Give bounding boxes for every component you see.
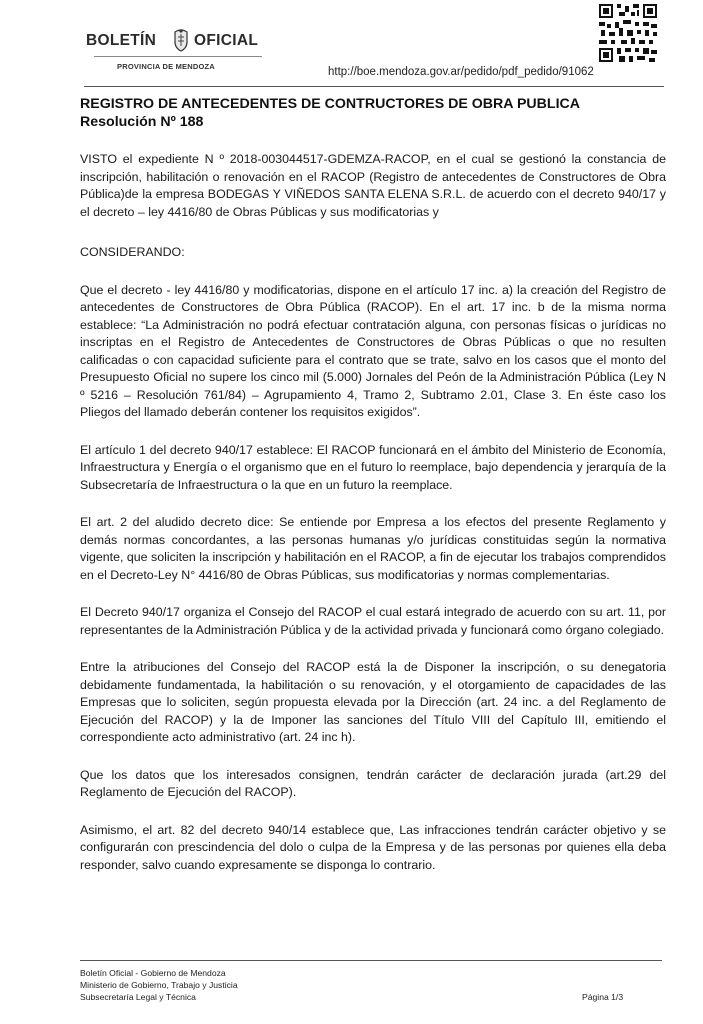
footer-divider bbox=[80, 960, 662, 961]
footer-line-ministry: Ministerio de Gobierno, Trabajo y Justicia bbox=[80, 980, 238, 990]
paragraph-articulo-2: El art. 2 del aludido decreto dice: Se entiende por Empresa a los efectos del presente Reglamento y demás normas concordantes, a las personas humanas y/o jurídicas constituidas según la normativa vigente, que soliciten la inscripción y habilitación en el RACOP, a fin de ejecutar los trabajos comprendidos en el Decreto-Ley N° 4416/80 de Obras Públicas, sus modificatorias y normas complementarias. bbox=[80, 515, 666, 582]
document-subtitle: Resolución Nº 188 bbox=[80, 114, 204, 130]
paragraph-ley-4416: Que el decreto - ley 4416/80 y modificatorias, dispone en el artículo 17 inc. a) la creación del Registro de antecedentes de Constructores de Obra Pública (RACOP). En el art. 17 inc. b de la misma norma establece: “La Administración no podrá efectuar contratación alguna, con personas físicas o jurídicas no inscriptas en el Registro de Antecedentes de Constructores de Obras Públicas o que no resulten calificadas o con capacidad suficiente para el contrato que se trate, salvo en los casos que el monto del Presupuesto Oficial no supere los cinco mil (5.000) Jornales del Peón de la Administración Pública (Ley N º 5216 – Resolución 761/84) – Agrupamiento 4, Tramo 2, Subtramo 2.01, Clase 3. En éste caso los Pliegos del llamado deberán contener los requisitos exigidos”. bbox=[80, 282, 666, 419]
paragraph-considerando-heading: CONSIDERANDO: bbox=[80, 245, 185, 259]
page-header bbox=[0, 0, 703, 92]
paragraph-declaracion-jurada: Que los datos que los interesados consignen, tendrán carácter de declaración jurada (art.29 del Reglamento de Ejecución del RACOP). bbox=[80, 767, 666, 799]
logo-divider bbox=[94, 56, 262, 57]
footer-line-publisher: Boletín Oficial - Gobierno de Mendoza bbox=[80, 968, 226, 978]
document-body bbox=[80, 95, 666, 874]
document-url: http://boe.mendoza.gov.ar/pedido/pdf_pedido/91062 bbox=[328, 66, 594, 78]
paragraph-infracciones: Asimismo, el art. 82 del decreto 940/14 establece que, Las infracciones tendrán carácter objetivo y se configurarán con prescindencia del dolo o culpa de la Empresa y de las personas por quienes ella deba responder, salvo cuando expresamente se disponga lo contrario. bbox=[80, 822, 666, 872]
document-title: REGISTRO DE ANTECEDENTES DE CONTRUCTORES DE OBRA PUBLICA bbox=[80, 96, 581, 112]
page-footer bbox=[80, 967, 238, 1003]
logo-province: PROVINCIA DE MENDOZA bbox=[117, 62, 215, 71]
qr-code-icon bbox=[597, 2, 659, 64]
paragraph-visto: VISTO el expediente N º 2018-003044517-GDEMZA-RACOP, en el cual se gestionó la constancia de inscripción, habilitación o renovación en el RACOP (Registro de antecedentes de Constructores de Obra Pública)de la empresa BODEGAS Y VIÑEDOS SANTA ELENA S.R.L. de acuerdo con el decreto 940/17 y el decreto – ley 4416/80 de Obras Públicas y sus modificatorias y bbox=[80, 152, 666, 219]
footer-line-office: Subsecretaría Legal y Técnica bbox=[80, 992, 196, 1002]
boletin-oficial-logo bbox=[86, 24, 266, 74]
logo-word-left: BOLETÍN bbox=[86, 32, 157, 49]
paragraph-consejo: El Decreto 940/17 organiza el Consejo del RACOP el cual estará integrado de acuerdo con su art. 11, por representantes de la Administración Pública y de la actividad privada y funcionará como órgano colegiado. bbox=[80, 605, 666, 637]
paragraph-articulo-1: El artículo 1 del decreto 940/17 establece: El RACOP funcionará en el ámbito del Ministerio de Economía, Infraestructura y Energía o el organismo que en el futuro lo reemplace, bajo dependencia y jerarquía de la Subsecretaría de Infraestructura o la que en un futuro la reemplace. bbox=[80, 442, 666, 492]
header-divider bbox=[84, 86, 664, 87]
logo-word-right: OFICIAL bbox=[194, 32, 259, 49]
paragraph-atribuciones: Entre la atribuciones del Consejo del RACOP está la de Disponer la inscripción, o su denegatoria debidamente fundamentada, la habilitación o su renovación, y el otorgamiento de capacidades de las Empresas que lo soliciten, según propuesta elevada por la Dirección (art. 24 inc. a del Reglamento de Ejecución del RACOP) y la de Imponer las sanciones del Título VIII del Capítulo III, emitiendo el correspondiente acto administrativo (art. 24 inc h). bbox=[80, 660, 666, 744]
page-number: Página 1/3 bbox=[582, 992, 624, 1002]
seal-icon bbox=[172, 28, 190, 52]
